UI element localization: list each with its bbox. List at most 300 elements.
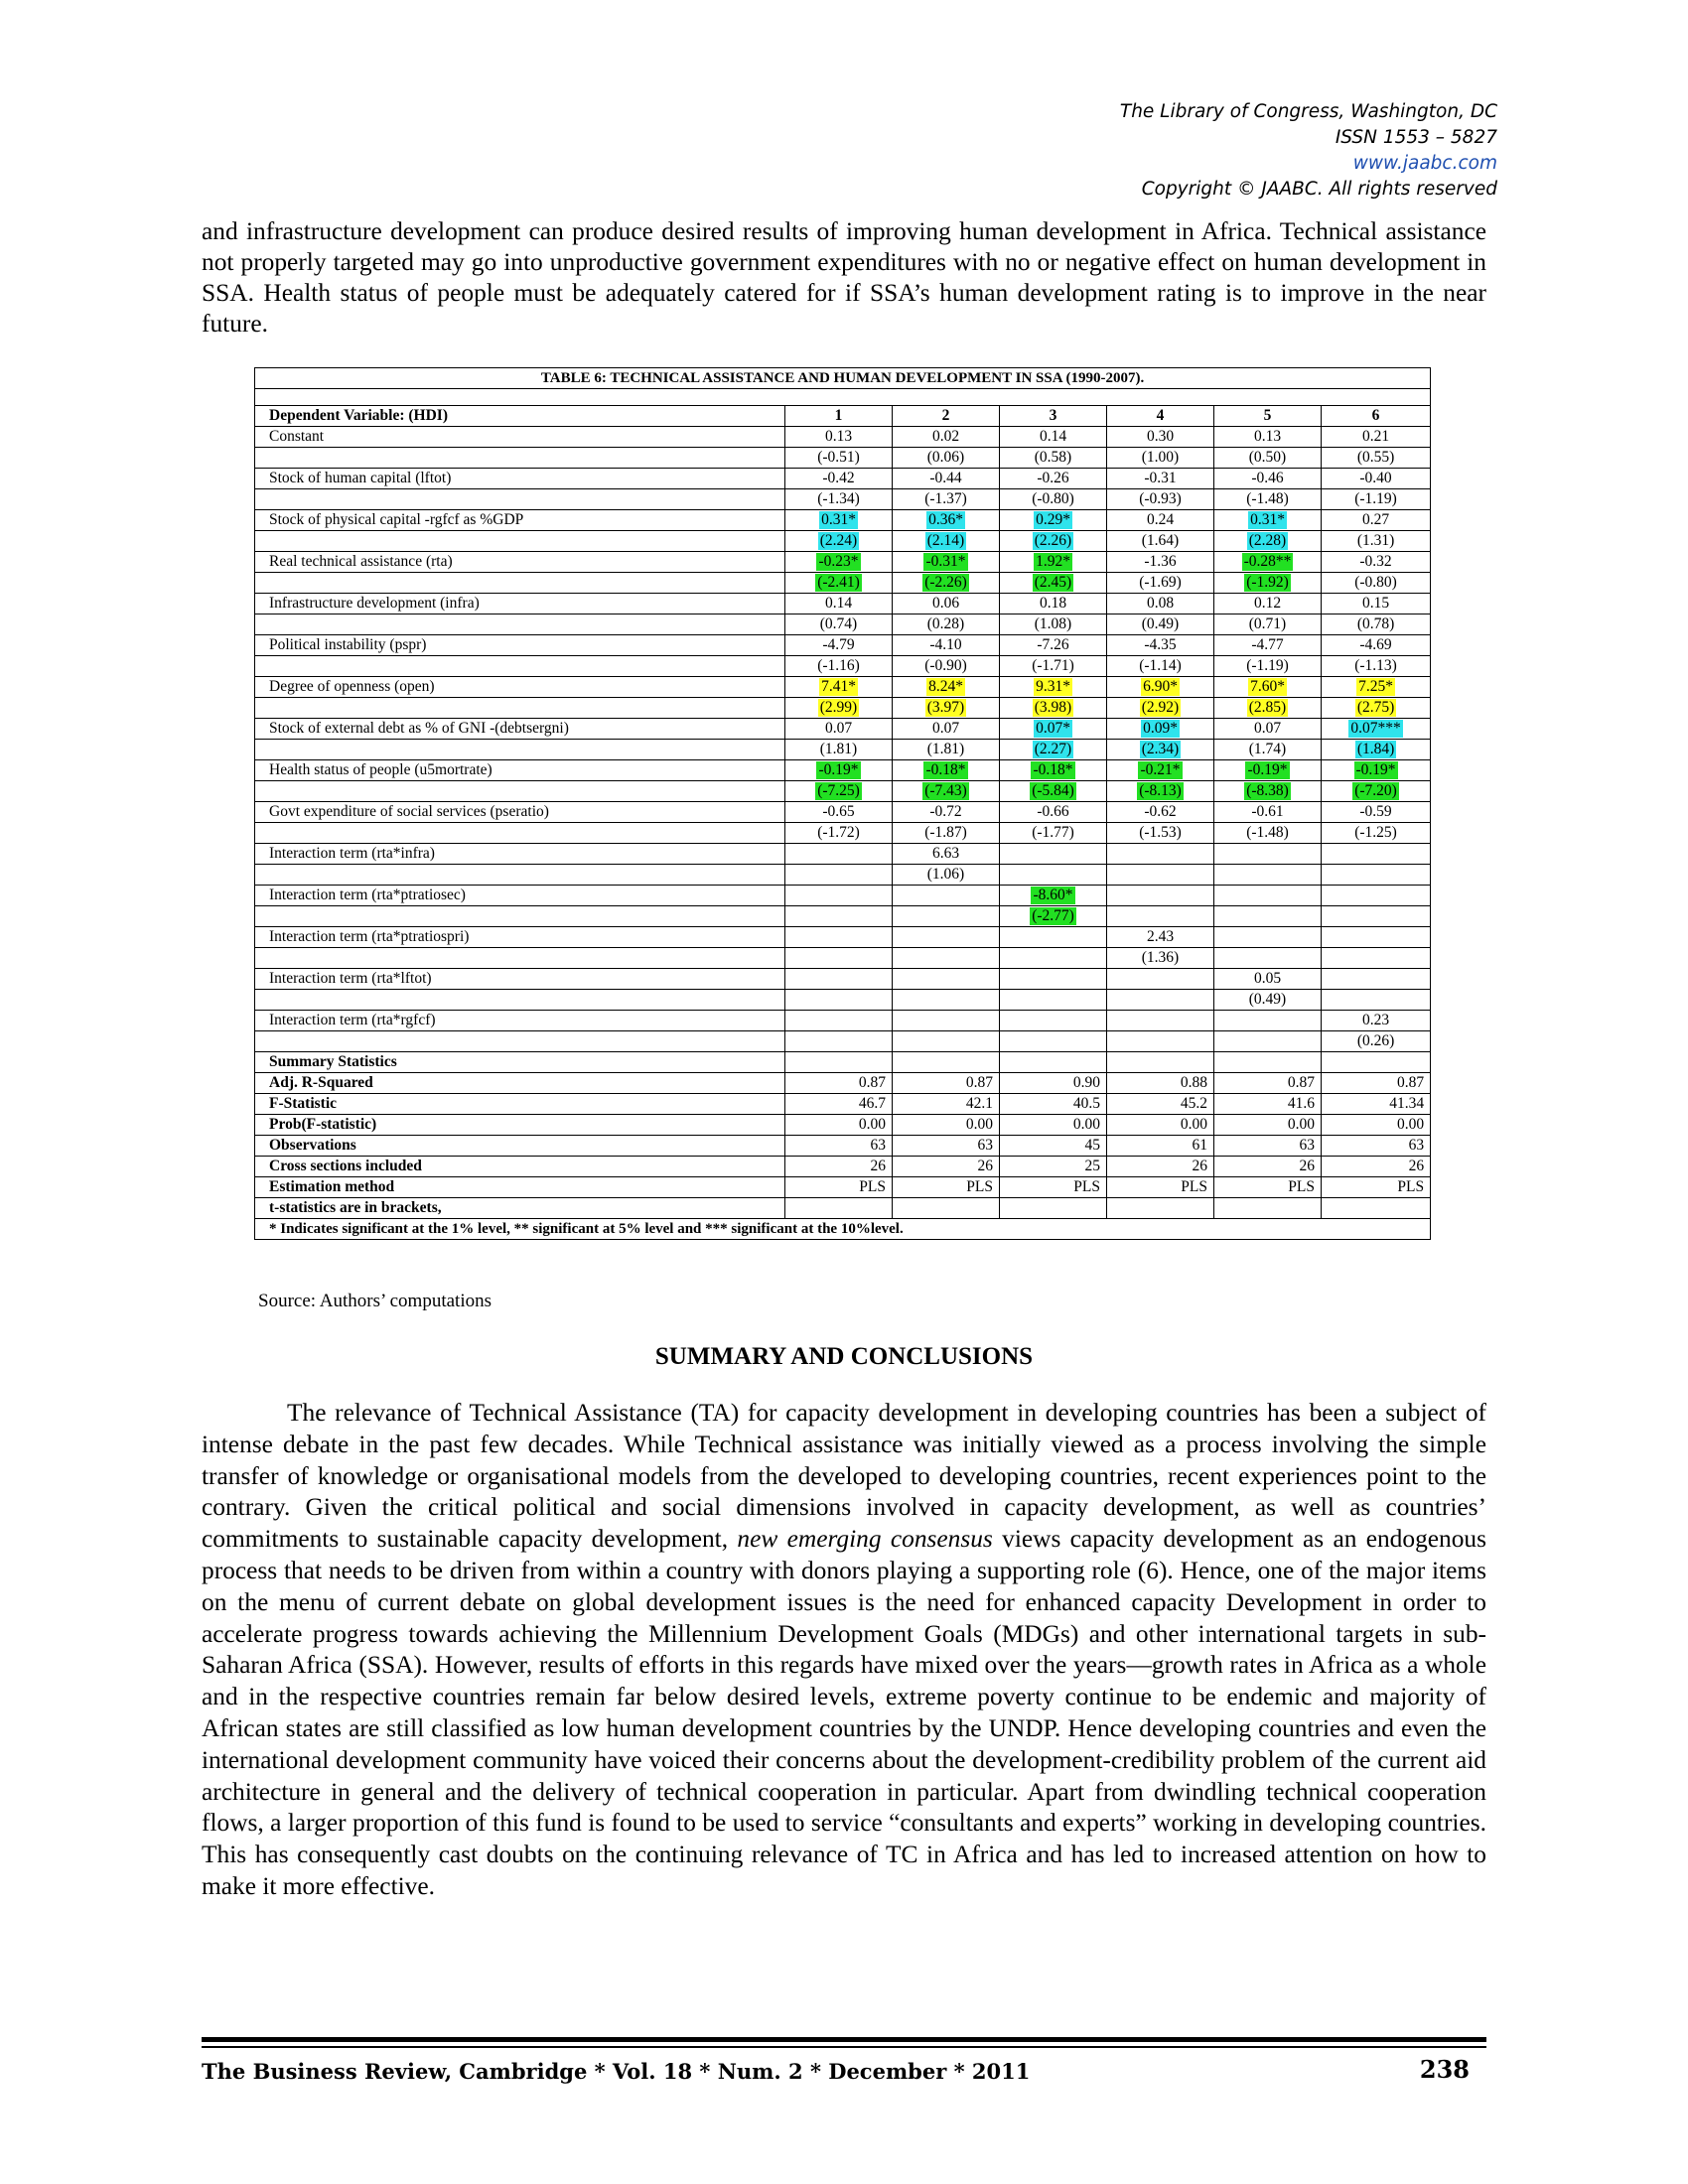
summary-statistic-value: 0.00 — [893, 1115, 1000, 1136]
summary-statistic-label: F-Statistic — [255, 1094, 785, 1115]
header-library-line: The Library of Congress, Washington, DC — [1119, 101, 1497, 122]
t-statistic-cell — [1322, 781, 1431, 802]
t-statistic-cell — [785, 865, 893, 886]
empty-cell — [1214, 1052, 1322, 1073]
summary-statistic-value: 25 — [1000, 1157, 1107, 1177]
summary-statistic-value: PLS — [785, 1177, 893, 1198]
empty-cell — [1214, 1198, 1322, 1219]
t-statistic-cell — [1322, 906, 1431, 927]
coefficient-cell — [893, 760, 1000, 781]
coefficient-cell — [785, 969, 893, 990]
highlighted-value: (2.27) — [1034, 741, 1072, 757]
t-statistic-cell — [893, 531, 1000, 552]
highlighted-value: (3.97) — [926, 699, 965, 716]
t-statistic-cell — [1322, 740, 1431, 760]
coefficient-row — [255, 969, 1431, 990]
highlighted-value: -0.21* — [1140, 761, 1181, 778]
highlighted-value: (-8.13) — [1139, 782, 1182, 799]
coefficient-cell: -0.32 — [1322, 552, 1431, 573]
t-statistic-cell: (-1.37) — [893, 489, 1000, 510]
summary-statistic-value: 63 — [1214, 1136, 1322, 1157]
summary-statistic-value: PLS — [1214, 1177, 1322, 1198]
t-statistic-cell — [1214, 698, 1322, 719]
header-issn-line: ISSN 1553 – 5827 — [1335, 127, 1497, 148]
coefficient-cell: -0.72 — [893, 802, 1000, 823]
coefficient-cell: 0.07 — [1214, 719, 1322, 740]
variable-label: Political instability (pspr) — [255, 635, 785, 656]
highlighted-value: 0.31* — [1250, 511, 1285, 528]
coefficient-cell — [1214, 760, 1322, 781]
highlighted-value: 7.41* — [821, 678, 856, 695]
t-statistic-cell: (-0.51) — [785, 448, 893, 469]
coefficient-cell — [1107, 719, 1214, 740]
coefficient-cell: -0.31 — [1107, 469, 1214, 489]
section-heading: SUMMARY AND CONCLUSIONS — [654, 1343, 1034, 1370]
empty-cell — [893, 1052, 1000, 1073]
coefficient-cell — [1322, 760, 1431, 781]
highlighted-value: -0.31* — [925, 553, 966, 570]
coefficient-cell — [785, 510, 893, 531]
coefficient-cell: -0.42 — [785, 469, 893, 489]
tstat-note: t-statistics are in brackets, — [255, 1198, 785, 1219]
empty-label-cell — [255, 489, 785, 510]
variable-label: Interaction term (rta*rgfcf) — [255, 1011, 785, 1031]
coefficient-cell — [1214, 844, 1322, 865]
table-source-line: Source: Authors’ computations — [258, 1291, 492, 1311]
coefficient-cell: 0.06 — [893, 594, 1000, 614]
empty-cell — [785, 1198, 893, 1219]
coefficient-row — [255, 886, 1431, 906]
highlighted-value: (-5.84) — [1032, 782, 1074, 799]
coefficient-row — [255, 760, 1431, 781]
t-statistic-cell: (-0.90) — [893, 656, 1000, 677]
highlighted-value: (2.92) — [1141, 699, 1180, 716]
coefficient-cell: -0.40 — [1322, 469, 1431, 489]
coefficient-cell — [785, 760, 893, 781]
coefficient-row — [255, 1011, 1431, 1031]
t-statistic-cell: (0.78) — [1322, 614, 1431, 635]
coefficient-cell — [1214, 552, 1322, 573]
summary-statistic-value: 0.88 — [1107, 1073, 1214, 1094]
coefficient-cell — [1322, 886, 1431, 906]
t-statistic-cell — [893, 781, 1000, 802]
coefficient-cell — [1107, 844, 1214, 865]
coefficient-cell — [1214, 886, 1322, 906]
highlighted-value: 7.25* — [1358, 678, 1393, 695]
coefficient-cell: 0.27 — [1322, 510, 1431, 531]
coefficient-cell: -4.79 — [785, 635, 893, 656]
t-statistic-cell: (0.06) — [893, 448, 1000, 469]
t-statistic-row — [255, 823, 1431, 844]
regression-table-container — [254, 367, 1430, 1240]
empty-label-cell — [255, 614, 785, 635]
empty-cell — [893, 1198, 1000, 1219]
highlighted-value: (2.75) — [1356, 699, 1395, 716]
summary-statistic-label: Estimation method — [255, 1177, 785, 1198]
t-statistic-cell: (0.74) — [785, 614, 893, 635]
summary-statistic-value: 0.87 — [1214, 1073, 1322, 1094]
table-spacer-row — [255, 389, 1431, 406]
coefficient-cell: -0.44 — [893, 469, 1000, 489]
t-statistic-cell — [785, 781, 893, 802]
summary-statistic-row — [255, 1177, 1431, 1198]
summary-emphasis: new emerging consensus — [737, 1525, 993, 1554]
summary-statistic-value: 0.00 — [785, 1115, 893, 1136]
coefficient-row — [255, 677, 1431, 698]
summary-statistic-row — [255, 1136, 1431, 1157]
t-statistic-cell — [1107, 990, 1214, 1011]
t-statistic-row — [255, 573, 1431, 594]
t-statistic-cell — [1000, 781, 1107, 802]
highlighted-value: 0.09* — [1143, 720, 1178, 737]
coefficient-cell — [785, 1011, 893, 1031]
summary-statistic-value: 46.7 — [785, 1094, 893, 1115]
summary-statistic-label: Observations — [255, 1136, 785, 1157]
t-statistic-row — [255, 990, 1431, 1011]
footer-journal-citation: The Business Review, Cambridge * Vol. 18 * Num. 2 * December * 2011 — [202, 2059, 1031, 2084]
coefficient-cell — [1000, 719, 1107, 740]
coefficient-cell: 6.63 — [893, 844, 1000, 865]
coefficient-cell — [1322, 844, 1431, 865]
summary-statistic-row — [255, 1115, 1431, 1136]
highlighted-value: -0.28** — [1243, 553, 1292, 570]
summary-statistic-value: 45 — [1000, 1136, 1107, 1157]
t-statistic-cell — [1214, 1031, 1322, 1052]
t-statistic-cell: (0.50) — [1214, 448, 1322, 469]
coefficient-cell: 0.13 — [1214, 427, 1322, 448]
t-statistic-cell: (1.08) — [1000, 614, 1107, 635]
tstat-note-row — [255, 1198, 1431, 1219]
coefficient-cell — [1214, 1011, 1322, 1031]
variable-label: Real technical assistance (rta) — [255, 552, 785, 573]
summary-statistic-value: 0.87 — [785, 1073, 893, 1094]
coefficient-cell: 0.13 — [785, 427, 893, 448]
t-statistic-cell: (-1.71) — [1000, 656, 1107, 677]
highlighted-value: -0.19* — [1247, 761, 1288, 778]
summary-statistic-value: 42.1 — [893, 1094, 1000, 1115]
journal-header — [1120, 99, 1497, 203]
empty-label-cell — [255, 740, 785, 760]
highlighted-value: 8.24* — [928, 678, 963, 695]
regression-table-body — [255, 368, 1431, 1240]
coefficient-cell: -0.66 — [1000, 802, 1107, 823]
variable-label: Interaction term (rta*ptratiospri) — [255, 927, 785, 948]
highlighted-value: 0.29* — [1036, 511, 1070, 528]
highlighted-value: (-2.77) — [1032, 907, 1074, 924]
t-statistic-cell: (1.00) — [1107, 448, 1214, 469]
t-statistic-cell — [1214, 948, 1322, 969]
coefficient-cell: -0.26 — [1000, 469, 1107, 489]
coefficient-cell: 0.14 — [785, 594, 893, 614]
coefficient-row — [255, 802, 1431, 823]
t-statistic-cell — [1214, 865, 1322, 886]
t-statistic-cell — [893, 990, 1000, 1011]
coefficient-cell — [1214, 677, 1322, 698]
coefficient-cell — [1000, 844, 1107, 865]
coefficient-row — [255, 427, 1431, 448]
t-statistic-cell — [893, 1031, 1000, 1052]
coefficient-cell — [893, 552, 1000, 573]
coefficient-cell — [1000, 886, 1107, 906]
coefficient-cell: 2.43 — [1107, 927, 1214, 948]
empty-cell — [1322, 1052, 1431, 1073]
summary-statistic-value: 26 — [785, 1157, 893, 1177]
empty-label-cell — [255, 781, 785, 802]
table-spacer-cell — [255, 389, 1431, 406]
t-statistic-cell — [1107, 1031, 1214, 1052]
coefficient-cell — [893, 510, 1000, 531]
empty-label-cell — [255, 448, 785, 469]
t-statistic-cell: (0.71) — [1214, 614, 1322, 635]
coefficient-cell — [1107, 677, 1214, 698]
t-statistic-cell: (0.26) — [1322, 1031, 1431, 1052]
summary-statistic-value: 63 — [1322, 1136, 1431, 1157]
coefficient-cell — [893, 886, 1000, 906]
empty-label-cell — [255, 698, 785, 719]
t-statistic-cell: (1.74) — [1214, 740, 1322, 760]
t-statistic-cell — [1214, 906, 1322, 927]
empty-label-cell — [255, 990, 785, 1011]
coefficient-row — [255, 844, 1431, 865]
coefficient-row — [255, 635, 1431, 656]
t-statistic-cell — [1000, 698, 1107, 719]
variable-label: Stock of physical capital -rgfcf as %GDP — [255, 510, 785, 531]
t-statistic-cell — [1322, 948, 1431, 969]
coefficient-cell: -0.46 — [1214, 469, 1322, 489]
t-statistic-cell: (-1.48) — [1214, 823, 1322, 844]
summary-statistic-value: 0.90 — [1000, 1073, 1107, 1094]
coefficient-cell: -4.10 — [893, 635, 1000, 656]
t-statistic-cell — [1000, 990, 1107, 1011]
t-statistic-row — [255, 906, 1431, 927]
coefficient-row — [255, 510, 1431, 531]
highlighted-value: (1.84) — [1356, 741, 1395, 757]
t-statistic-cell: (0.28) — [893, 614, 1000, 635]
coefficient-cell: -4.35 — [1107, 635, 1214, 656]
coefficient-cell — [785, 886, 893, 906]
coefficient-cell — [1322, 927, 1431, 948]
t-statistic-cell — [1107, 906, 1214, 927]
t-statistic-row — [255, 489, 1431, 510]
highlighted-value: (-2.41) — [817, 574, 860, 591]
column-header: 1 — [785, 406, 893, 427]
summary-statistic-row — [255, 1157, 1431, 1177]
highlighted-value: (2.34) — [1141, 741, 1180, 757]
highlighted-value: -0.19* — [1355, 761, 1396, 778]
variable-label: Govt expenditure of social services (pseratio) — [255, 802, 785, 823]
coefficient-row — [255, 594, 1431, 614]
highlighted-value: (2.14) — [926, 532, 965, 549]
highlighted-value: (2.45) — [1034, 574, 1072, 591]
coefficient-cell — [785, 927, 893, 948]
summary-paragraph — [202, 1398, 1486, 1903]
coefficient-cell — [1000, 969, 1107, 990]
summary-statistic-value: 26 — [893, 1157, 1000, 1177]
footer-page-number: 238 — [1419, 2055, 1470, 2084]
t-statistic-cell — [1107, 698, 1214, 719]
coefficient-cell: 0.05 — [1214, 969, 1322, 990]
highlighted-value: (-2.26) — [924, 574, 967, 591]
t-statistic-row — [255, 948, 1431, 969]
column-header: 4 — [1107, 406, 1214, 427]
significance-note: * Indicates significant at the 1% level, ** significant at 5% level and *** significant at the 10%level. — [255, 1219, 1431, 1240]
empty-label-cell — [255, 531, 785, 552]
t-statistic-cell — [785, 698, 893, 719]
t-statistic-cell: (1.64) — [1107, 531, 1214, 552]
coefficient-row — [255, 719, 1431, 740]
highlighted-value: -0.19* — [818, 761, 859, 778]
coefficient-cell — [1000, 677, 1107, 698]
t-statistic-cell — [893, 948, 1000, 969]
coefficient-cell — [785, 677, 893, 698]
t-statistic-cell — [785, 906, 893, 927]
t-statistic-cell — [1107, 781, 1214, 802]
intro-paragraph: and infrastructure development can produce desired results of improving human development in Africa. Technical assistance not properly targeted may go into unproductive government expenditures with no or negative effect on human development in SSA. Health status of people must be adequately catered for if SSA’s human development rating is to improve in the near future. — [202, 217, 1486, 338]
t-statistic-row — [255, 865, 1431, 886]
column-header: 5 — [1214, 406, 1322, 427]
t-statistic-cell — [893, 573, 1000, 594]
t-statistic-cell — [1214, 573, 1322, 594]
t-statistic-cell: (-1.77) — [1000, 823, 1107, 844]
summary-statistic-value: 63 — [893, 1136, 1000, 1157]
footer-rule-thin — [202, 2046, 1486, 2048]
coefficient-cell: -0.65 — [785, 802, 893, 823]
t-statistic-cell — [1107, 865, 1214, 886]
highlighted-value: -0.18* — [1033, 761, 1073, 778]
coefficient-cell: -4.77 — [1214, 635, 1322, 656]
t-statistic-cell — [1000, 948, 1107, 969]
t-statistic-cell: (-1.87) — [893, 823, 1000, 844]
header-url-link[interactable]: www.jaabc.com — [1352, 153, 1497, 174]
coefficient-cell: 0.02 — [893, 427, 1000, 448]
summary-statistic-value: 0.00 — [1214, 1115, 1322, 1136]
t-statistic-cell: (-1.72) — [785, 823, 893, 844]
t-statistic-row — [255, 614, 1431, 635]
highlighted-value: (2.99) — [819, 699, 858, 716]
summary-statistic-value: 41.34 — [1322, 1094, 1431, 1115]
coefficient-row — [255, 552, 1431, 573]
empty-label-cell — [255, 823, 785, 844]
empty-label-cell — [255, 906, 785, 927]
coefficient-cell — [1000, 552, 1107, 573]
variable-label: Constant — [255, 427, 785, 448]
t-statistic-cell: (-1.53) — [1107, 823, 1214, 844]
t-statistic-cell — [893, 698, 1000, 719]
table-title-row — [255, 368, 1431, 389]
highlighted-value: -8.60* — [1033, 887, 1073, 903]
column-header: 2 — [893, 406, 1000, 427]
t-statistic-row — [255, 1031, 1431, 1052]
t-statistic-cell — [785, 531, 893, 552]
t-statistic-cell — [785, 573, 893, 594]
highlighted-value: 0.36* — [928, 511, 963, 528]
t-statistic-cell — [1322, 865, 1431, 886]
coefficient-cell — [785, 844, 893, 865]
footer-rule-thick — [202, 2037, 1486, 2042]
empty-label-cell — [255, 948, 785, 969]
t-statistic-cell: (-1.48) — [1214, 489, 1322, 510]
highlighted-value: 0.07* — [1036, 720, 1070, 737]
coefficient-cell: -0.61 — [1214, 802, 1322, 823]
highlighted-value: 0.31* — [821, 511, 856, 528]
header-copyright-line: Copyright © JAABC. All rights reserved — [1141, 179, 1497, 200]
t-statistic-cell — [1000, 906, 1107, 927]
coefficient-cell — [1000, 927, 1107, 948]
empty-label-cell — [255, 656, 785, 677]
t-statistic-cell: (-1.19) — [1322, 489, 1431, 510]
summary-statistics-heading: Summary Statistics — [255, 1052, 785, 1073]
t-statistic-cell: (-1.14) — [1107, 656, 1214, 677]
summary-statistic-value: 0.00 — [1000, 1115, 1107, 1136]
coefficient-cell: 0.18 — [1000, 594, 1107, 614]
t-statistic-row — [255, 781, 1431, 802]
t-statistic-cell — [1000, 865, 1107, 886]
coefficient-cell — [1107, 969, 1214, 990]
t-statistic-cell: (0.49) — [1107, 614, 1214, 635]
summary-statistic-row — [255, 1094, 1431, 1115]
empty-label-cell — [255, 865, 785, 886]
highlighted-value: 7.60* — [1250, 678, 1285, 695]
empty-cell — [1000, 1198, 1107, 1219]
coefficient-cell — [785, 552, 893, 573]
coefficient-cell: 0.15 — [1322, 594, 1431, 614]
coefficient-cell: -4.69 — [1322, 635, 1431, 656]
column-header: 6 — [1322, 406, 1431, 427]
summary-statistic-value: 0.87 — [1322, 1073, 1431, 1094]
coefficient-cell — [1107, 760, 1214, 781]
coefficient-cell — [1214, 927, 1322, 948]
summary-statistic-value: PLS — [893, 1177, 1000, 1198]
summary-paragraph-body — [202, 1398, 1486, 1903]
t-statistic-cell: (1.31) — [1322, 531, 1431, 552]
coefficient-cell — [1000, 760, 1107, 781]
t-statistic-row — [255, 698, 1431, 719]
highlighted-value: 1.92* — [1036, 553, 1070, 570]
highlighted-value: -0.18* — [925, 761, 966, 778]
significance-note-row — [255, 1219, 1431, 1240]
highlighted-value: 9.31* — [1036, 678, 1070, 695]
highlighted-value: 0.07*** — [1350, 720, 1401, 737]
coefficient-cell: 0.24 — [1107, 510, 1214, 531]
t-statistic-cell: (-1.13) — [1322, 656, 1431, 677]
summary-statistic-value: 40.5 — [1000, 1094, 1107, 1115]
coefficient-cell — [1000, 510, 1107, 531]
t-statistic-cell — [1000, 573, 1107, 594]
coefficient-cell — [893, 927, 1000, 948]
coefficient-row — [255, 469, 1431, 489]
variable-label: Interaction term (rta*lftot) — [255, 969, 785, 990]
highlighted-value: (-7.25) — [817, 782, 860, 799]
variable-label: Stock of human capital (lftot) — [255, 469, 785, 489]
coefficient-cell: 0.07 — [893, 719, 1000, 740]
highlighted-value: (2.85) — [1248, 699, 1287, 716]
highlighted-value: (-8.38) — [1246, 782, 1289, 799]
table-title: TABLE 6: TECHNICAL ASSISTANCE AND HUMAN DEVELOPMENT IN SSA (1990-2007). — [255, 368, 1431, 389]
t-statistic-cell: (-0.80) — [1000, 489, 1107, 510]
t-statistic-cell — [1000, 1031, 1107, 1052]
t-statistic-cell — [1322, 698, 1431, 719]
t-statistic-cell: (0.49) — [1214, 990, 1322, 1011]
regression-table — [254, 367, 1431, 1240]
t-statistic-cell — [1214, 531, 1322, 552]
t-statistic-cell: (1.81) — [893, 740, 1000, 760]
summary-statistic-value: PLS — [1322, 1177, 1431, 1198]
highlighted-value: (-7.43) — [924, 782, 967, 799]
t-statistic-cell: (1.81) — [785, 740, 893, 760]
t-statistic-cell: (-1.19) — [1214, 656, 1322, 677]
column-header: 3 — [1000, 406, 1107, 427]
summary-statistic-label: Prob(F-statistic) — [255, 1115, 785, 1136]
